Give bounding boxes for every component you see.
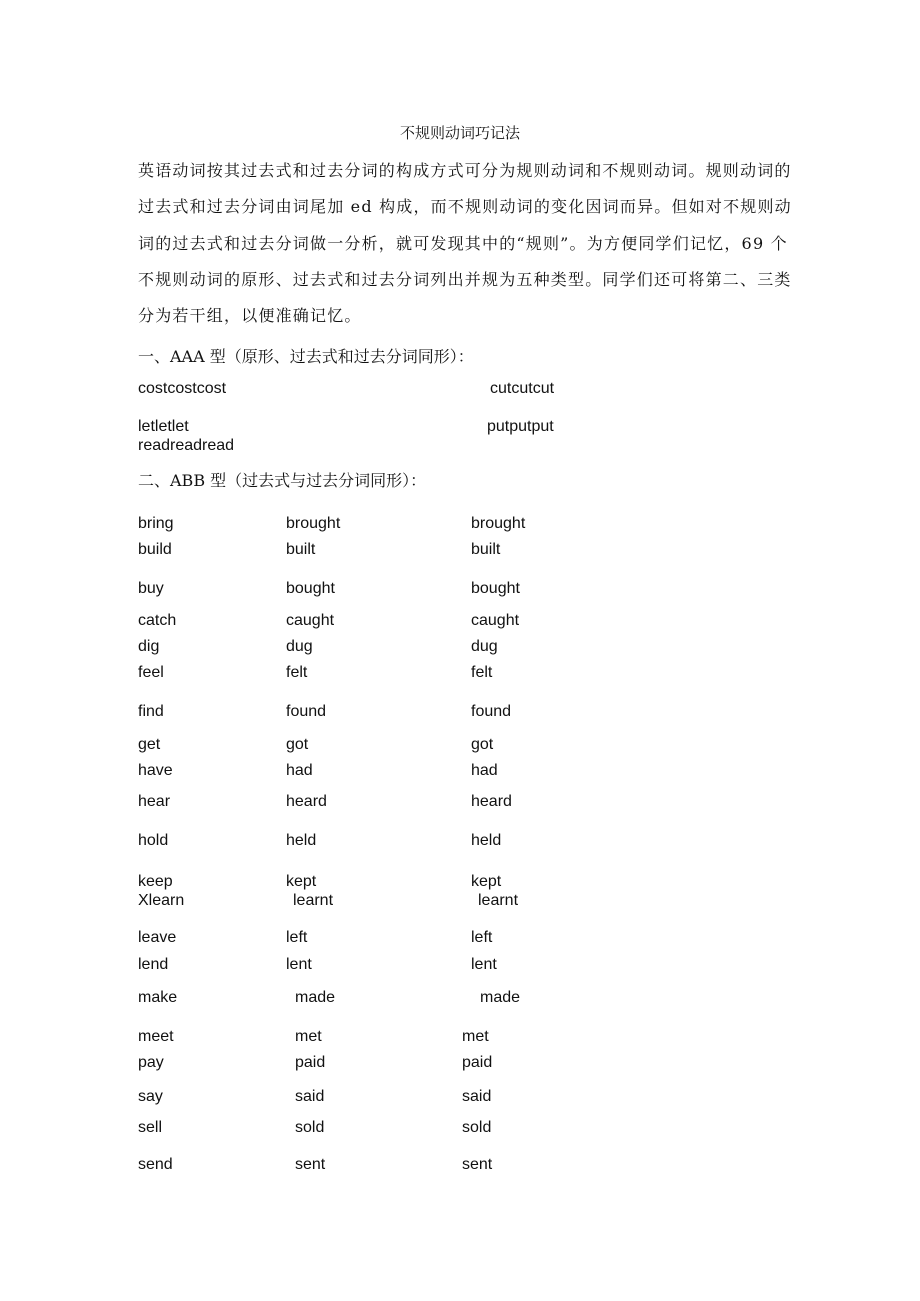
intro-line-1: 英语动词按其过去式和过去分词的构成方式可分为规则动词和不规则动词。规则动词的 xyxy=(138,161,792,180)
abb-past-tense: paid xyxy=(295,1054,326,1071)
abb-past-tense: got xyxy=(286,736,309,753)
abb-past-participle: held xyxy=(471,832,502,849)
abb-base-form: say xyxy=(138,1088,163,1105)
abb-past-tense: sent xyxy=(295,1156,326,1173)
abb-past-participle: dug xyxy=(471,638,498,655)
abb-base-form: bring xyxy=(138,515,174,532)
section-aaa-heading: 一、AAA 型（原形、过去式和过去分词同形）： xyxy=(138,347,474,366)
abb-past-participle: left xyxy=(471,929,493,946)
abb-past-tense: left xyxy=(286,929,308,946)
abb-past-tense: found xyxy=(286,703,327,720)
abb-past-tense: kept xyxy=(286,873,317,890)
abb-base-form: meet xyxy=(138,1028,174,1045)
abb-past-participle: felt xyxy=(471,664,493,681)
abb-past-tense: made xyxy=(295,989,336,1006)
intro-line-2: 过去式和过去分词由词尾加 ed 构成，而不规则动词的变化因词而异。但如对不规则动 xyxy=(138,197,792,216)
aaa-word: cutcutcut xyxy=(490,380,555,397)
abb-past-participle: learnt xyxy=(478,892,519,909)
abb-base-form: feel xyxy=(138,664,164,681)
aaa-word: costcostcost xyxy=(138,380,227,397)
abb-past-tense: had xyxy=(286,762,313,779)
abb-base-form: find xyxy=(138,703,164,720)
abb-base-form: pay xyxy=(138,1054,164,1071)
abb-base-form: send xyxy=(138,1156,173,1173)
abb-past-tense: felt xyxy=(286,664,308,681)
abb-base-form: lend xyxy=(138,956,169,973)
abb-past-participle: had xyxy=(471,762,498,779)
abb-past-tense: caught xyxy=(286,612,335,629)
section-abb-heading: 二、ABB 型（过去式与过去分词同形）： xyxy=(138,471,427,490)
abb-base-form: Xlearn xyxy=(138,892,185,909)
abb-past-participle: met xyxy=(462,1028,489,1045)
abb-past-participle: caught xyxy=(471,612,520,629)
aaa-word: readreadread xyxy=(138,437,235,454)
abb-past-participle: brought xyxy=(471,515,526,532)
abb-past-tense: said xyxy=(295,1088,325,1105)
abb-base-form: hold xyxy=(138,832,169,849)
abb-base-form: buy xyxy=(138,580,164,597)
abb-past-participle: sold xyxy=(462,1119,492,1136)
abb-past-tense: sold xyxy=(295,1119,325,1136)
abb-base-form: catch xyxy=(138,612,177,629)
abb-base-form: keep xyxy=(138,873,173,890)
abb-past-participle: sent xyxy=(462,1156,493,1173)
abb-past-participle: built xyxy=(471,541,501,558)
abb-past-participle: lent xyxy=(471,956,497,973)
abb-base-form: build xyxy=(138,541,172,558)
abb-past-tense: heard xyxy=(286,793,327,810)
aaa-word: letletlet xyxy=(138,418,189,435)
abb-base-form: sell xyxy=(138,1119,163,1136)
abb-past-participle: found xyxy=(471,703,512,720)
abb-past-tense: dug xyxy=(286,638,313,655)
abb-base-form: have xyxy=(138,762,173,779)
intro-line-5: 分为若干组，以便准确记忆。 xyxy=(138,306,362,325)
page-title: 不规则动词巧记法 xyxy=(399,124,520,142)
abb-past-participle: said xyxy=(462,1088,492,1105)
abb-base-form: dig xyxy=(138,638,160,655)
abb-past-participle: paid xyxy=(462,1054,493,1071)
abb-base-form: leave xyxy=(138,929,177,946)
abb-past-participle: made xyxy=(480,989,521,1006)
abb-past-tense: built xyxy=(286,541,316,558)
abb-past-tense: lent xyxy=(286,956,312,973)
abb-base-form: get xyxy=(138,736,161,753)
intro-line-4: 不规则动词的原形、过去式和过去分词列出并规为五种类型。同学们还可将第二、三类 xyxy=(138,270,792,289)
abb-past-participle: heard xyxy=(471,793,512,810)
abb-past-tense: brought xyxy=(286,515,341,532)
abb-base-form: hear xyxy=(138,793,171,810)
abb-past-tense: learnt xyxy=(293,892,334,909)
intro-line-3: 词的过去式和过去分词做一分析，就可发现其中的“规则”。为方便同学们记忆，69 个 xyxy=(138,234,788,253)
abb-past-tense: bought xyxy=(286,580,335,597)
abb-base-form: make xyxy=(138,989,178,1006)
abb-past-participle: kept xyxy=(471,873,502,890)
abb-past-tense: held xyxy=(286,832,317,849)
aaa-word: putputput xyxy=(487,418,554,435)
abb-past-participle: bought xyxy=(471,580,520,597)
abb-past-tense: met xyxy=(295,1028,322,1045)
abb-past-participle: got xyxy=(471,736,494,753)
